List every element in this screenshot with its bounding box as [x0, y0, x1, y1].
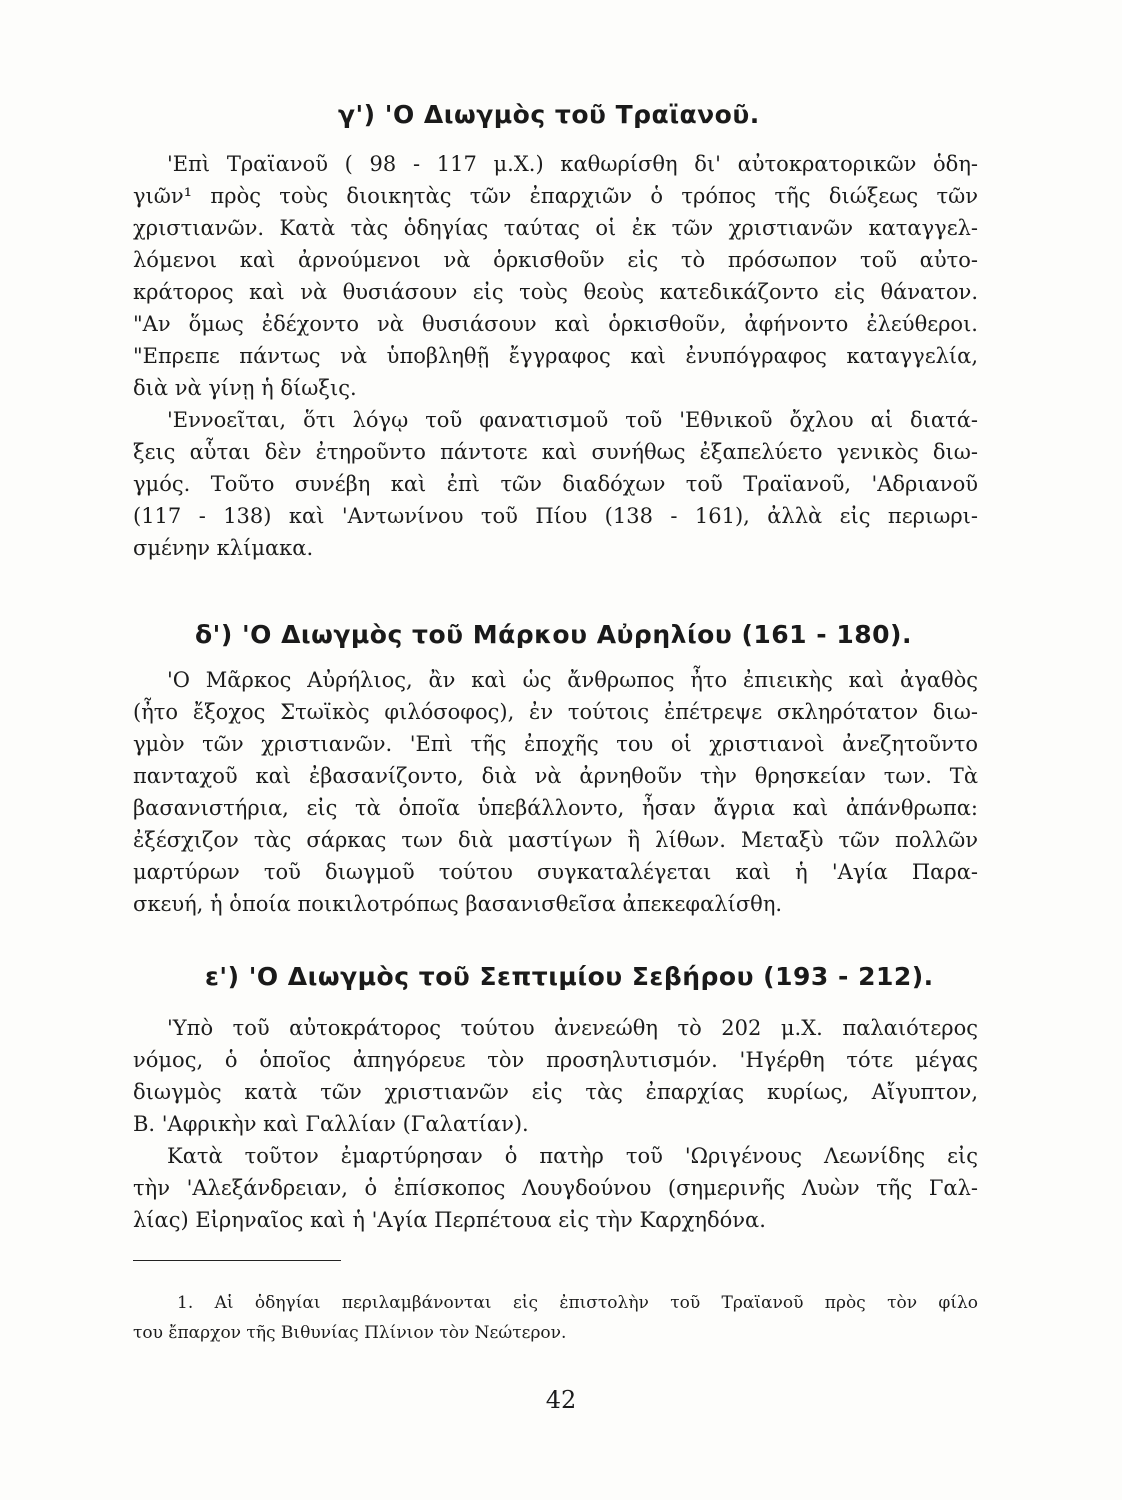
text-line: τὴν 'Αλεξάνδρειαν, ὁ ἐπίσκοπος Λουγδούνου (σημερινῆς Λυὼν τῆς Γαλ-	[133, 1176, 978, 1200]
section-heading-trajan: γ') 'Ο Διωγμὸς τοῦ Τραϊανοῦ.	[338, 100, 760, 129]
page-number: 42	[545, 1386, 577, 1414]
text-line: (ἦτο ἔξοχος Στωϊκὸς φιλόσοφος), ἐν τούτοις ἐπέτρεψε σκληρότατον διω-	[133, 700, 978, 724]
text-line: νόμος, ὁ ὁποῖος ἀπηγόρευε τὸν προσηλυτισμόν. 'Ηγέρθη τότε μέγας	[133, 1048, 978, 1072]
section-septimius-severus-body	[133, 1012, 978, 1236]
text-line: "Αν ὅμως ἐδέχοντο νὰ θυσιάσουν καὶ ὁρκισθοῦν, ἀφήνοντο ἐλεύθεροι.	[133, 312, 978, 336]
text-line: 'Ο Μᾶρκος Αὐρήλιος, ἂν καὶ ὡς ἄνθρωπος ἦτο ἐπιεικὴς καὶ ἀγαθὸς	[167, 668, 978, 692]
text-line: "Επρεπε πάντως νὰ ὑποβληθῇ ἔγγραφος καὶ ἐνυπόγραφος καταγγελία,	[133, 344, 978, 368]
text-line: (117 - 138) καὶ 'Αντωνίνου τοῦ Πίου (138 - 161), ἀλλὰ εἰς περιωρι-	[133, 504, 978, 528]
text-line: Κατὰ τοῦτον ἐμαρτύρησαν ὁ πατὴρ τοῦ 'Ωριγένους Λεωνίδης εἰς	[167, 1144, 978, 1168]
text-line: γμὸν τῶν χριστιανῶν. 'Επὶ τῆς ἐποχῆς του οἱ χριστιανοὶ ἀνεζητοῦντο	[133, 732, 978, 756]
text-line: 'Υπὸ τοῦ αὐτοκράτορος τούτου ἀνενεώθη τὸ 202 μ.Χ. παλαιότερος	[167, 1016, 978, 1040]
text-line: κράτορος καὶ νὰ θυσιάσουν εἰς τοὺς θεοὺς κατεδικάζοντο εἰς θάνατον.	[133, 280, 978, 304]
text-line: βασανιστήρια, εἰς τὰ ὁποῖα ὑπεβάλλοντο, ἦσαν ἄγρια καὶ ἀπάνθρωπα:	[133, 796, 978, 820]
text-line: γιῶν¹ πρὸς τοὺς διοικητὰς τῶν ἐπαρχιῶν ὁ τρόπος τῆς διώξεως τῶν	[133, 184, 978, 208]
section-heading-septimius-severus: ε') 'Ο Διωγμὸς τοῦ Σεπτιμίου Σεβήρου (193 - 212).	[205, 962, 934, 991]
section-trajan-body	[133, 148, 978, 564]
text-line: ξεις αὗται δὲν ἐτηροῦντο πάντοτε καὶ συνήθως ἐξαπελύετο γενικὸς διω-	[133, 440, 978, 464]
section-marcus-aurelius-body	[133, 664, 978, 920]
text-line: μαρτύρων τοῦ διωγμοῦ τούτου συγκαταλέγεται καὶ ἡ 'Αγία Παρα-	[133, 860, 978, 884]
footnote	[133, 1288, 978, 1348]
text-line: Β. 'Αφρικὴν καὶ Γαλλίαν (Γαλατίαν).	[133, 1112, 529, 1136]
footnote-divider	[133, 1260, 341, 1261]
text-line: 'Εννοεῖται, ὅτι λόγῳ τοῦ φανατισμοῦ τοῦ 'Εθνικοῦ ὄχλου αἱ διατά-	[167, 408, 978, 432]
text-line: πανταχοῦ καὶ ἐβασανίζοντο, διὰ νὰ ἀρνηθοῦν τὴν θρησκείαν των. Τὰ	[133, 764, 978, 788]
text-line: λόμενοι καὶ ἀρνούμενοι νὰ ὁρκισθοῦν εἰς τὸ πρόσωπον τοῦ αὐτο-	[133, 248, 978, 272]
text-line: διὰ νὰ γίνῃ ἡ δίωξις.	[133, 376, 357, 400]
footnote-line: του ἔπαρχον τῆς Βιθυνίας Πλίνιον τὸν Νεώτερον.	[133, 1323, 567, 1343]
text-line: ἐξέσχιζον τὰς σάρκας των διὰ μαστίγων ἢ λίθων. Μεταξὺ τῶν πολλῶν	[133, 828, 978, 852]
text-line: διωγμὸς κατὰ τῶν χριστιανῶν εἰς τὰς ἐπαρχίας κυρίως, Αἴγυπτον,	[133, 1080, 978, 1104]
text-line: λίας) Εἰρηναῖος καὶ ἡ 'Αγία Περπέτουα εἰς τὴν Καρχηδόνα.	[133, 1208, 766, 1232]
text-line: σμένην κλίμακα.	[133, 536, 314, 560]
text-line: 'Επὶ Τραϊανοῦ ( 98 - 117 μ.Χ.) καθωρίσθη δι' αὐτοκρατορικῶν ὁδη-	[167, 152, 978, 176]
text-line: γμός. Τοῦτο συνέβη καὶ ἐπὶ τῶν διαδόχων τοῦ Τραϊανοῦ, 'Αδριανοῦ	[133, 472, 978, 496]
text-line: χριστιανῶν. Κατὰ τὰς ὁδηγίας ταύτας οἱ ἐκ τῶν χριστιανῶν καταγγελ-	[133, 216, 978, 240]
footnote-line: 1. Αἱ ὁδηγίαι περιλαμβάνονται εἰς ἐπιστολὴν τοῦ Τραϊανοῦ πρὸς τὸν φίλο	[177, 1293, 978, 1313]
section-heading-marcus-aurelius: δ') 'Ο Διωγμὸς τοῦ Μάρκου Αὐρηλίου (161 - 180).	[195, 620, 912, 649]
text-line: σκευή, ἡ ὁποία ποικιλοτρόπως βασανισθεῖσα ἀπεκεφαλίσθη.	[133, 892, 783, 916]
